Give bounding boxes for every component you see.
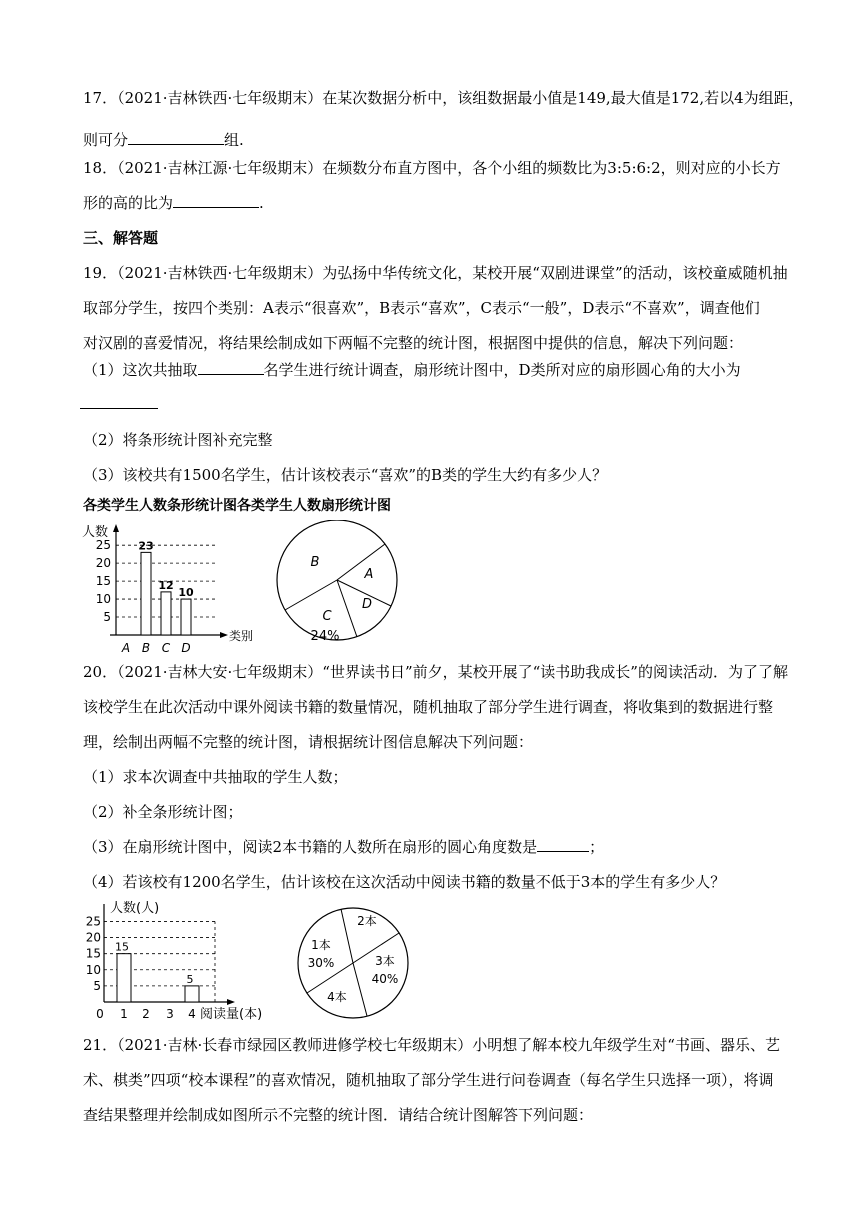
x-tick-label: A (121, 641, 131, 655)
slice-label: D (361, 597, 373, 612)
slice-label: 2本 (357, 914, 377, 928)
q19-line2: 取部分学生，按四个类别：A表示“很喜欢”，B表示“喜欢”，C表示“一般”，D表示“不喜欢”，调查他们 (83, 299, 760, 317)
bar (185, 986, 199, 1002)
slice-label: C (322, 609, 332, 624)
q20-sub1: （1）求本次调查中共抽取的学生人数； (83, 768, 348, 786)
q19-sub3: （3）该校共有1500名学生，估计该校表示“喜欢”的B类的学生大约有多少人？ (83, 466, 608, 484)
slice-label: B (310, 555, 320, 570)
q18-answer-blank[interactable] (173, 193, 259, 208)
bar (181, 599, 191, 635)
q20-sub3-text-b: ； (589, 838, 605, 856)
data-label: 15 (115, 940, 129, 954)
y-tick-label: 15 (95, 574, 111, 589)
q20-blank-angle[interactable] (537, 837, 589, 852)
bar (141, 552, 151, 635)
x-axis-arrow (220, 632, 228, 638)
q17-answer-blank[interactable] (128, 130, 224, 145)
x-tick-label: B (141, 641, 151, 655)
q19-blank-angle[interactable] (80, 408, 158, 409)
slice-percent: 40% (371, 972, 399, 986)
x-tick-label: 2 (142, 1007, 150, 1021)
data-label: 5 (186, 972, 194, 986)
q19-charts-title: 各类学生人数条形统计图各类学生人数扇形统计图 (83, 498, 391, 514)
y-tick-label: 15 (85, 946, 101, 961)
slice-percent: 24% (310, 629, 340, 644)
q17-line2 (83, 130, 244, 150)
q18-text-a: 形的高的比为 (83, 194, 174, 212)
y-tick-label: 10 (95, 592, 111, 607)
q18-line1: 18．（2021·吉林江源·七年级期末）在频数分布直方图中，各个小组的频数比为3:5:6:2，则对应的小长方 (83, 159, 781, 177)
bar (161, 592, 171, 635)
q18-line2 (83, 193, 264, 213)
q17-line1: 17．（2021·吉林铁西·七年级期末）在某次数据分析中，该组数据最小值是149,最大值是172,若以4为组距， (83, 89, 804, 107)
q20-line2: 该校学生在此次活动中课外阅读书籍的数量情况，随机抽取了部分学生进行调查，将收集到的数据进行整 (83, 698, 774, 716)
y-tick-label: 10 (85, 962, 101, 977)
q19-pie-chart (255, 520, 425, 655)
q19-sub1-text-b: 名学生进行统计调查，扇形统计图中，D类所对应的扇形圆心角的大小为 (263, 361, 741, 379)
q20-sub2: （2）补全条形统计图； (83, 803, 243, 821)
slice-label: A (364, 567, 374, 582)
q20-line3: 理，绘制出两幅不完整的统计图，请根据统计图信息解决下列问题： (83, 733, 534, 751)
data-label: 23 (138, 539, 154, 553)
x-tick-label: 1 (120, 1007, 128, 1021)
q19-blank-count[interactable] (198, 360, 264, 375)
x-axis-label: 阅读量(本) (200, 1007, 263, 1022)
y-tick-label: 25 (85, 914, 101, 929)
bar (117, 954, 131, 1002)
q17-text-a: 则可分 (83, 131, 129, 149)
y-tick-label: 5 (103, 610, 111, 625)
q21-line1: 21．（2021·吉林·长春市绿园区教师进修学校七年级期末）小明想了解本校九年级学生对“书画、器乐、艺 (83, 1036, 780, 1054)
q20-sub3 (83, 837, 604, 857)
q20-sub4: （4）若该校有1200名学生，估计该校在这次活动中阅读书籍的数量不低于3本的学生有多少人？ (83, 873, 726, 891)
q19-bar-chart (80, 520, 260, 655)
q18-text-b: . (259, 194, 264, 212)
q17-text-b: 组. (224, 131, 244, 149)
q20-pie-chart (290, 898, 420, 1028)
q20-line1: 20．（2021·吉林大安·七年级期末）“世界读书日”前夕，某校开展了“读书助我成长”的阅读活动．为了了解 (83, 663, 788, 681)
x-axis-arrow (227, 999, 235, 1005)
q20-bar-chart (80, 898, 280, 1028)
q20-sub3-text-a: （3）在扇形统计图中，阅读2本书籍的人数所在扇形的圆心角度数是 (83, 838, 538, 856)
q19-sub1 (83, 360, 741, 380)
x-tick-label: C (161, 641, 171, 655)
q19-sub2: （2）将条形统计图补充完整 (83, 431, 273, 449)
section-heading: 三、解答题 (83, 229, 159, 247)
slice-percent: 30% (307, 956, 335, 970)
q19-line1: 19．（2021·吉林铁西·七年级期末）为弘扬中华传统文化，某校开展“双剧进课堂”的活动，该校童威随机抽 (83, 264, 788, 282)
x-tick-label: 3 (166, 1007, 174, 1021)
y-tick-label: 20 (95, 556, 111, 571)
q19-sub1-text-a: （1）这次共抽取 (83, 361, 198, 379)
y-axis-arrow (113, 524, 119, 532)
slice-label: 4本 (327, 990, 347, 1004)
y-tick-label: 25 (95, 538, 111, 553)
q21-line2: 术、棋类”四项“校本课程”的喜欢情况，随机抽取了部分学生进行问卷调查（每名学生只选择一项），将调 (83, 1071, 774, 1089)
q21-line3: 查结果整理并绘制成如图所示不完整的统计图．请结合统计图解答下列问题： (83, 1106, 594, 1124)
x-axis-label: 类别 (229, 629, 254, 643)
q19-line3: 对汉剧的喜爱情况，将结果绘制成如下两幅不完整的统计图，根据图中提供的信息，解决下列问题： (83, 334, 744, 352)
slice-label: 3本 (375, 954, 395, 968)
x-tick-label: 4 (188, 1007, 196, 1021)
data-label: 10 (178, 586, 194, 600)
origin-label: 0 (96, 1007, 104, 1021)
data-label: 12 (158, 578, 174, 592)
y-tick-label: 20 (85, 930, 101, 945)
x-tick-label: D (181, 641, 191, 655)
y-tick-label: 5 (93, 978, 101, 993)
y-axis-label: 人数 (82, 525, 109, 540)
y-axis-label: 人数(人) (110, 901, 160, 916)
slice-label: 1本 (311, 938, 331, 952)
